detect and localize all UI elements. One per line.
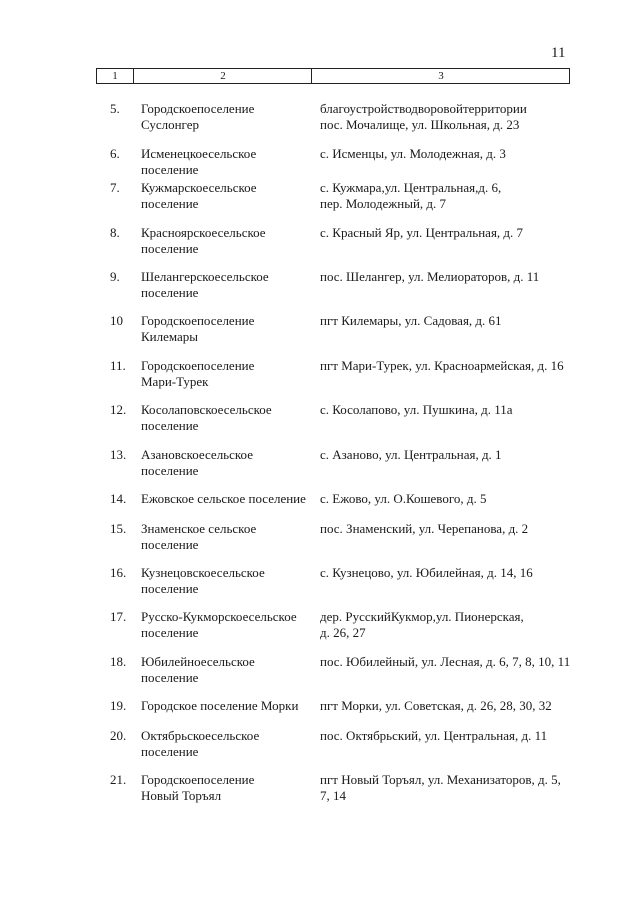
settlement-name-line: Мари-Турек bbox=[141, 374, 209, 389]
settlement-name-line: поселение bbox=[141, 196, 199, 211]
object-address-line: пос. Октябрьский, ул. Центральная, д. 11 bbox=[320, 728, 548, 743]
row-number: 20. bbox=[110, 728, 127, 743]
settlement-name bbox=[141, 698, 309, 714]
settlement-name-line bbox=[141, 609, 309, 625]
settlement-name-line bbox=[141, 654, 309, 670]
settlement-name-line bbox=[141, 728, 309, 744]
settlement-name-word: Октябрьское bbox=[141, 728, 212, 743]
settlement-name bbox=[141, 180, 309, 212]
object-address-line: пгт Килемары, ул. Садовая, д. 61 bbox=[320, 313, 502, 328]
settlement-name-word: поселение bbox=[196, 101, 255, 116]
settlement-name-word: Городское bbox=[141, 772, 197, 787]
object-address-word: благоустройство bbox=[320, 101, 412, 116]
settlement-name bbox=[141, 491, 309, 507]
row-number: 16. bbox=[110, 565, 127, 580]
row-number: 18. bbox=[110, 654, 127, 669]
settlement-name-line bbox=[141, 269, 309, 285]
settlement-name-word: Городское bbox=[141, 101, 197, 116]
object-address-line: с. Исменцы, ул. Молодежная, д. 3 bbox=[320, 146, 506, 161]
row-number: 8. bbox=[110, 225, 120, 240]
settlement-name-word: Исменецкое bbox=[141, 146, 209, 161]
object-address bbox=[320, 447, 570, 463]
settlement-name bbox=[141, 101, 309, 133]
object-address-line bbox=[320, 180, 570, 196]
object-address-word: Кукмор, bbox=[390, 609, 436, 624]
object-address-line: пер. Молодежный, д. 7 bbox=[320, 196, 447, 211]
settlement-name-line: поселение bbox=[141, 625, 199, 640]
settlement-name-word: сельское bbox=[206, 654, 255, 669]
header-col-1: 1 bbox=[112, 70, 118, 82]
object-address-line bbox=[320, 609, 570, 625]
header-col-3: 3 bbox=[311, 69, 570, 83]
settlement-name-line bbox=[141, 402, 309, 418]
settlement-name-word: поселение bbox=[196, 358, 255, 373]
object-address bbox=[320, 402, 570, 418]
settlement-name-word: Русско-Кукморское bbox=[141, 609, 249, 624]
object-address-line: пгт Мари-Турек, ул. Красноармейская, д. 16 bbox=[320, 358, 564, 373]
settlement-name-line bbox=[141, 565, 309, 581]
row-number: 10 bbox=[110, 313, 123, 328]
object-address-line: пос. Шелангер, ул. Мелиораторов, д. 11 bbox=[320, 269, 540, 284]
settlement-name-word: Кузнецовское bbox=[141, 565, 217, 580]
settlement-name-word: Шелангерское bbox=[141, 269, 221, 284]
row-number: 12. bbox=[110, 402, 127, 417]
object-address-line: с. Ежово, ул. О.Кошевого, д. 5 bbox=[320, 491, 487, 506]
row-number: 7. bbox=[110, 180, 120, 195]
settlement-name bbox=[141, 225, 309, 257]
settlement-name bbox=[141, 609, 309, 641]
settlement-name-line: поселение bbox=[141, 537, 199, 552]
object-address bbox=[320, 565, 570, 581]
settlement-name-word: поселение bbox=[196, 772, 255, 787]
settlement-name-word: сельское bbox=[220, 269, 269, 284]
settlement-name bbox=[141, 521, 309, 553]
object-address bbox=[320, 521, 570, 537]
object-address-word: дворовой bbox=[411, 101, 463, 116]
settlement-name-word: сельское bbox=[205, 447, 253, 462]
settlement-name-line bbox=[141, 101, 309, 117]
row-number: 15. bbox=[110, 521, 127, 536]
object-address-line: пгт Новый Торъял, ул. Механизаторов, д. 5, bbox=[320, 772, 561, 787]
settlement-name-line: поселение bbox=[141, 241, 199, 256]
settlement-name bbox=[141, 654, 309, 686]
settlement-name-line: поселение bbox=[141, 418, 199, 433]
row-number: 21. bbox=[110, 772, 127, 787]
object-address bbox=[320, 146, 570, 162]
settlement-name-word: сельское bbox=[217, 225, 266, 240]
object-address bbox=[320, 180, 570, 212]
header-col-2: 2 bbox=[133, 69, 312, 83]
object-address-line: пгт Морки, ул. Советская, д. 26, 28, 30, 32 bbox=[320, 698, 552, 713]
row-number: 14. bbox=[110, 491, 127, 506]
object-address-word: д. 6, bbox=[478, 180, 502, 195]
settlement-name-line: поселение bbox=[141, 162, 199, 177]
table-header bbox=[96, 68, 570, 84]
settlement-name bbox=[141, 313, 309, 345]
settlement-name-line bbox=[141, 358, 309, 374]
object-address bbox=[320, 654, 570, 670]
settlement-name-line: поселение bbox=[141, 463, 199, 478]
object-address-line: с. Азаново, ул. Центральная, д. 1 bbox=[320, 447, 502, 462]
settlement-name-word: поселение bbox=[196, 313, 255, 328]
settlement-name-word: сельское bbox=[216, 565, 265, 580]
object-address-line: с. Красный Яр, ул. Центральная, д. 7 bbox=[320, 225, 524, 240]
settlement-name-line bbox=[141, 146, 309, 162]
settlement-name-line: поселение bbox=[141, 670, 199, 685]
object-address bbox=[320, 728, 570, 744]
settlement-name bbox=[141, 358, 309, 390]
object-address-word: территории bbox=[462, 101, 527, 116]
settlement-name-word: сельское bbox=[248, 609, 297, 624]
object-address bbox=[320, 698, 570, 714]
row-number: 9. bbox=[110, 269, 120, 284]
settlement-name-line bbox=[141, 225, 309, 241]
row-number: 5. bbox=[110, 101, 120, 116]
settlement-name bbox=[141, 269, 309, 301]
settlement-name-word: Юбилейное bbox=[141, 654, 207, 669]
settlement-name-word: Городское bbox=[141, 358, 197, 373]
object-address-line: 7, 14 bbox=[320, 788, 346, 803]
settlement-name-line: Новый Торъял bbox=[141, 788, 222, 803]
settlement-name-line: поселение bbox=[141, 581, 199, 596]
row-number: 17. bbox=[110, 609, 127, 624]
settlement-name-word: Кужмарское bbox=[141, 180, 209, 195]
settlement-name bbox=[141, 146, 309, 178]
page-number: 11 bbox=[551, 45, 566, 61]
object-address-line: с. Кузнецово, ул. Юбилейная, д. 14, 16 bbox=[320, 565, 533, 580]
settlement-name-line: Знаменское сельское bbox=[141, 521, 257, 536]
settlement-name-word: Азановское bbox=[141, 447, 205, 462]
settlement-name-line: Ежовское сельское поселение bbox=[141, 491, 306, 506]
object-address-word: дер. Русский bbox=[320, 609, 391, 624]
settlement-name bbox=[141, 728, 309, 760]
settlement-name-line: Городское поселение Морки bbox=[141, 698, 299, 713]
settlement-name-line bbox=[141, 180, 309, 196]
settlement-name-word: Красноярское bbox=[141, 225, 218, 240]
row-number: 13. bbox=[110, 447, 127, 462]
object-address-line: пос. Юбилейный, ул. Лесная, д. 6, 7, 8, 10, 11 bbox=[320, 654, 571, 669]
settlement-name-line bbox=[141, 313, 309, 329]
row-number: 11. bbox=[110, 358, 126, 373]
settlement-name-line bbox=[141, 447, 309, 463]
object-address-line: пос. Мочалище, ул. Школьная, д. 23 bbox=[320, 117, 520, 132]
settlement-name-word: сельское bbox=[223, 402, 272, 417]
object-address bbox=[320, 491, 570, 507]
object-address-word: ул. Пионерская, bbox=[435, 609, 524, 624]
settlement-name-word: Городское bbox=[141, 313, 197, 328]
settlement-name-line: поселение bbox=[141, 285, 199, 300]
object-address-word: с. Кужмара, bbox=[320, 180, 385, 195]
settlement-name-word: Косолаповское bbox=[141, 402, 224, 417]
object-address bbox=[320, 313, 570, 329]
row-number: 19. bbox=[110, 698, 127, 713]
object-address-line: с. Косолапово, ул. Пушкина, д. 11а bbox=[320, 402, 513, 417]
settlement-name-line bbox=[141, 772, 309, 788]
object-address-word: ул. Центральная, bbox=[384, 180, 479, 195]
object-address bbox=[320, 609, 570, 641]
object-address bbox=[320, 101, 570, 133]
object-address bbox=[320, 358, 570, 374]
settlement-name-line: Килемары bbox=[141, 329, 199, 344]
settlement-name-line: Суслонгер bbox=[141, 117, 199, 132]
object-address bbox=[320, 225, 570, 241]
settlement-name bbox=[141, 447, 309, 479]
object-address bbox=[320, 772, 570, 804]
settlement-name bbox=[141, 565, 309, 597]
object-address bbox=[320, 269, 570, 285]
settlement-name bbox=[141, 402, 309, 434]
object-address-line: д. 26, 27 bbox=[320, 625, 366, 640]
object-address-line bbox=[320, 101, 570, 117]
settlement-name-word: сельское bbox=[208, 146, 257, 161]
row-number: 6. bbox=[110, 146, 120, 161]
object-address-line: пос. Знаменский, ул. Черепанова, д. 2 bbox=[320, 521, 529, 536]
settlement-name-line: поселение bbox=[141, 744, 199, 759]
settlement-name-word: сельское bbox=[211, 728, 260, 743]
settlement-name bbox=[141, 772, 309, 804]
settlement-name-word: сельское bbox=[208, 180, 257, 195]
